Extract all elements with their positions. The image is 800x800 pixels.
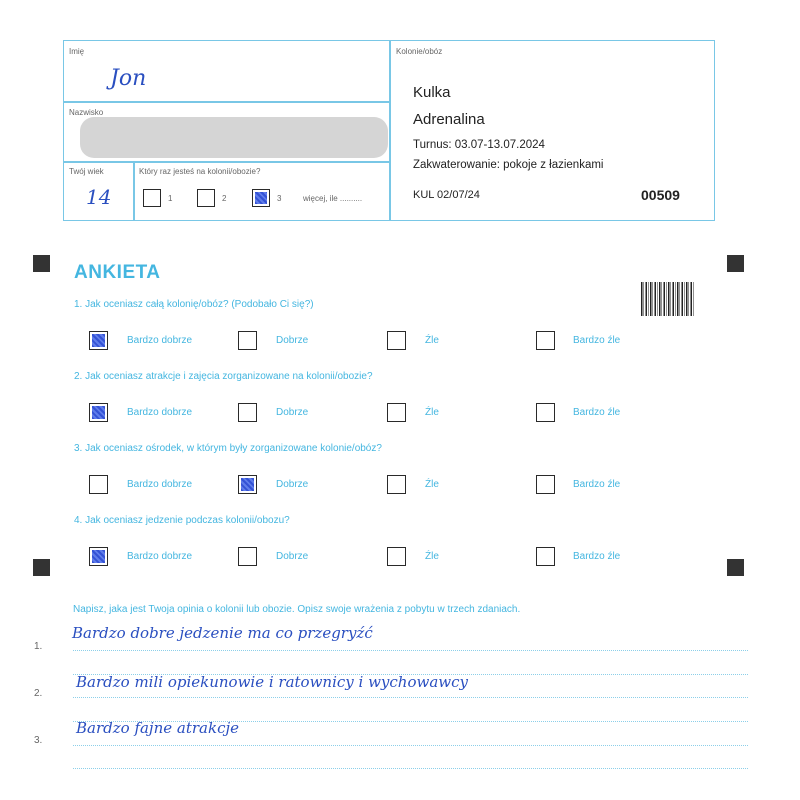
- line-number: 2.: [34, 688, 43, 699]
- option-label: Bardzo dobrze: [127, 479, 193, 490]
- ktory-raz-option-label: 2: [222, 194, 227, 203]
- line-number: 1.: [34, 641, 43, 652]
- kolonie-program: Adrenalina: [413, 111, 485, 128]
- question-4-option-checkbox[interactable]: [536, 547, 555, 566]
- question-4-option-checkbox[interactable]: [89, 547, 108, 566]
- option-label: Dobrze: [276, 335, 309, 346]
- camp-code: KUL 02/07/24: [413, 189, 480, 201]
- barcode: [641, 282, 694, 316]
- option-label: Bardzo dobrze: [127, 407, 193, 418]
- header-divider: [389, 40, 391, 221]
- question-3-option-checkbox[interactable]: [387, 475, 406, 494]
- wiek-label: Twój wiek: [69, 167, 104, 176]
- option-label: Bardzo dobrze: [127, 551, 193, 562]
- option-label: Bardzo źle: [573, 335, 621, 346]
- wiecej-label: więcej, ile ..........: [303, 194, 363, 203]
- option-label: Źle: [425, 551, 439, 562]
- question-3-option-checkbox[interactable]: [238, 475, 257, 494]
- option-label: Źle: [425, 335, 439, 346]
- answer-2[interactable]: Bardzo mili opiekunowie i ratownicy i wychowawcy: [76, 673, 468, 691]
- question-1-option-checkbox[interactable]: [89, 331, 108, 350]
- question-2-option-checkbox[interactable]: [387, 403, 406, 422]
- question-2-option-checkbox[interactable]: [238, 403, 257, 422]
- option-label: Dobrze: [276, 551, 309, 562]
- ktory-raz-option-label: 3: [277, 194, 282, 203]
- option-label: Źle: [425, 479, 439, 490]
- option-label: Źle: [425, 407, 439, 418]
- question-3-option-checkbox[interactable]: [89, 475, 108, 494]
- turnus: Turnus: 03.07-13.07.2024: [413, 139, 545, 151]
- question-1-option-checkbox[interactable]: [536, 331, 555, 350]
- option-label: Bardzo źle: [573, 407, 621, 418]
- form-number: 00509: [641, 187, 680, 203]
- answer-line: [73, 768, 748, 769]
- registration-marker: [727, 255, 744, 272]
- answer-3[interactable]: Bardzo fajne atrakcje: [76, 719, 239, 737]
- question-text: 1. Jak oceniasz całą kolonię/obóz? (Podobało Ci się?): [74, 299, 314, 310]
- imie-value[interactable]: Jon: [110, 66, 147, 91]
- registration-marker: [727, 559, 744, 576]
- question-1-option-checkbox[interactable]: [387, 331, 406, 350]
- question-4-option-checkbox[interactable]: [238, 547, 257, 566]
- answer-1[interactable]: Bardzo dobre jedzenie ma co przegryźć: [72, 624, 373, 642]
- option-label: Bardzo dobrze: [127, 335, 193, 346]
- question-text: 3. Jak oceniasz ośrodek, w którym były zorganizowane kolonie/obóz?: [74, 443, 382, 454]
- page-title: ANKIETA: [74, 262, 161, 283]
- option-label: Dobrze: [276, 479, 309, 490]
- header-line: [133, 161, 135, 221]
- line-number: 3.: [34, 735, 43, 746]
- registration-marker: [33, 559, 50, 576]
- option-label: Bardzo źle: [573, 479, 621, 490]
- question-4-option-checkbox[interactable]: [387, 547, 406, 566]
- answer-line: [73, 697, 748, 698]
- question-text: 2. Jak oceniasz atrakcje i zajęcia zorganizowane na kolonii/obozie?: [74, 371, 373, 382]
- wiek-value[interactable]: 14: [86, 185, 112, 209]
- answer-line: [73, 745, 748, 746]
- registration-marker: [33, 255, 50, 272]
- nazwisko-label: Nazwisko: [69, 108, 104, 117]
- answer-line: [73, 650, 748, 651]
- question-2-option-checkbox[interactable]: [89, 403, 108, 422]
- question-text: 4. Jak oceniasz jedzenie podczas kolonii/obozu?: [74, 515, 290, 526]
- nazwisko-redaction: [80, 117, 388, 158]
- ktory-raz-checkbox-3[interactable]: [252, 189, 270, 207]
- ktory-raz-option-label: 1: [168, 194, 173, 203]
- imie-redaction: [150, 64, 260, 100]
- ktory-raz-checkbox-1[interactable]: [143, 189, 161, 207]
- opinion-prompt: Napisz, jaka jest Twoja opinia o kolonii lub obozie. Opisz swoje wrażenia z pobytu w trzech zdaniach.: [73, 604, 521, 615]
- option-label: Dobrze: [276, 407, 309, 418]
- question-3-option-checkbox[interactable]: [536, 475, 555, 494]
- kolonie-name: Kulka: [413, 84, 451, 101]
- header-line: [63, 161, 389, 163]
- question-2-option-checkbox[interactable]: [536, 403, 555, 422]
- question-1-option-checkbox[interactable]: [238, 331, 257, 350]
- ktory-raz-label: Który raz jesteś na kolonii/obozie?: [139, 167, 261, 176]
- imie-label: Imię: [69, 47, 85, 56]
- option-label: Bardzo źle: [573, 551, 621, 562]
- header-line: [63, 101, 389, 103]
- zakwaterowanie: Zakwaterowanie: pokoje z łazienkami: [413, 159, 604, 171]
- ktory-raz-checkbox-2[interactable]: [197, 189, 215, 207]
- kolonie-label: Kolonie/obóz: [396, 47, 443, 56]
